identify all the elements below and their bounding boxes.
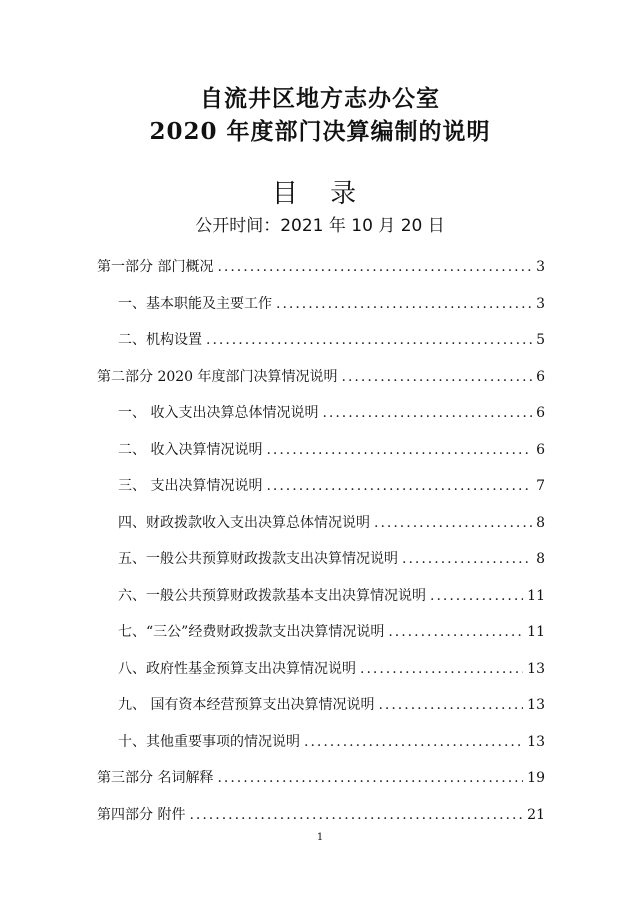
toc-entry-label: 十、其他重要事项的情况说明	[118, 733, 300, 750]
toc-entry-page: 6	[536, 405, 545, 421]
toc-leader	[374, 515, 532, 531]
toc-entry[interactable]	[97, 329, 545, 366]
toc-leader	[217, 259, 532, 275]
toc-entry-page: 7	[536, 478, 545, 494]
toc-entry-label: 五、一般公共预算财政拨款支出决算情况说明	[118, 551, 398, 567]
toc-entry-label: 一、基本职能及主要工作	[118, 295, 272, 312]
toc-entry-page: 6	[536, 368, 545, 385]
toc-entry[interactable]	[97, 439, 545, 476]
toc-entry-label: 六、一般公共预算财政拨款基本支出决算情况说明	[118, 587, 426, 604]
toc-entry[interactable]	[97, 548, 545, 585]
toc-leader	[266, 442, 532, 458]
toc-leader	[206, 332, 532, 348]
publish-date: 公开时间：2021 年 10 月 20 日	[195, 216, 445, 236]
document-subtitle: 2020 年度部门决算编制的说明	[149, 118, 491, 145]
toc-entry[interactable]	[97, 293, 545, 330]
toc-entry[interactable]	[97, 402, 545, 439]
toc-entry-page: 8	[536, 551, 545, 567]
toc-entry-page: 5	[536, 332, 545, 348]
toc-leader	[430, 588, 523, 604]
toc-leader	[342, 369, 533, 385]
toc-entry[interactable]	[97, 585, 545, 622]
toc-heading: 目 录	[271, 179, 369, 209]
toc-entry[interactable]	[97, 475, 545, 512]
toc-entry-label: 第一部分 部门概况	[97, 259, 214, 275]
toc-entry[interactable]	[97, 731, 545, 768]
toc-entry-page: 11	[527, 587, 545, 604]
toc-entry-page: 11	[527, 624, 545, 640]
toc-entry-label: 第三部分 名词解释	[97, 770, 214, 786]
toc-leader	[189, 807, 523, 823]
toc-entry[interactable]	[97, 366, 545, 403]
toc-entry-page: 3	[536, 259, 545, 275]
toc-entry-page: 21	[527, 806, 545, 823]
toc-entry-page: 19	[527, 770, 545, 786]
toc-entry-label: 一、 收入支出决算总体情况说明	[118, 405, 319, 421]
toc-entry-page: 8	[536, 514, 545, 531]
toc-leader	[360, 661, 523, 677]
toc-entry[interactable]	[97, 694, 545, 731]
toc-leader	[217, 770, 523, 786]
toc-entry-label: 七、“三公”经费财政拨款支出决算情况说明	[118, 624, 385, 640]
toc-entry[interactable]	[97, 658, 545, 695]
toc-entry-page: 13	[527, 660, 545, 677]
toc-leader	[276, 296, 532, 312]
table-of-contents	[97, 256, 545, 840]
toc-entry-label: 八、政府性基金预算支出决算情况说明	[118, 660, 356, 677]
toc-entry-label: 四、财政拨款收入支出决算总体情况说明	[118, 514, 370, 531]
toc-entry-page: 3	[536, 295, 545, 312]
toc-entry-label: 二、 收入决算情况说明	[118, 441, 263, 458]
toc-entry-label: 三、 支出决算情况说明	[118, 478, 263, 494]
toc-entry-page: 6	[536, 441, 545, 458]
toc-leader	[322, 405, 532, 421]
toc-entry-page: 13	[527, 697, 545, 713]
toc-entry[interactable]	[97, 767, 545, 804]
toc-leader	[378, 697, 523, 713]
toc-entry-page: 13	[527, 733, 545, 750]
toc-entry[interactable]	[97, 512, 545, 549]
toc-leader	[388, 624, 523, 640]
toc-entry-label: 二、机构设置	[118, 332, 202, 348]
document-title: 自流井区地方志办公室	[200, 85, 440, 112]
toc-entry-label: 第二部分 2020 年度部门决算情况说明	[97, 368, 338, 385]
toc-entry[interactable]	[97, 256, 545, 293]
toc-leader	[402, 551, 532, 567]
toc-leader	[304, 734, 523, 750]
toc-entry-label: 九、 国有资本经营预算支出决算情况说明	[118, 697, 375, 713]
toc-entry[interactable]	[97, 621, 545, 658]
toc-entry-label: 第四部分 附件	[97, 806, 186, 823]
toc-leader	[266, 478, 532, 494]
page-number: 1	[316, 832, 324, 843]
